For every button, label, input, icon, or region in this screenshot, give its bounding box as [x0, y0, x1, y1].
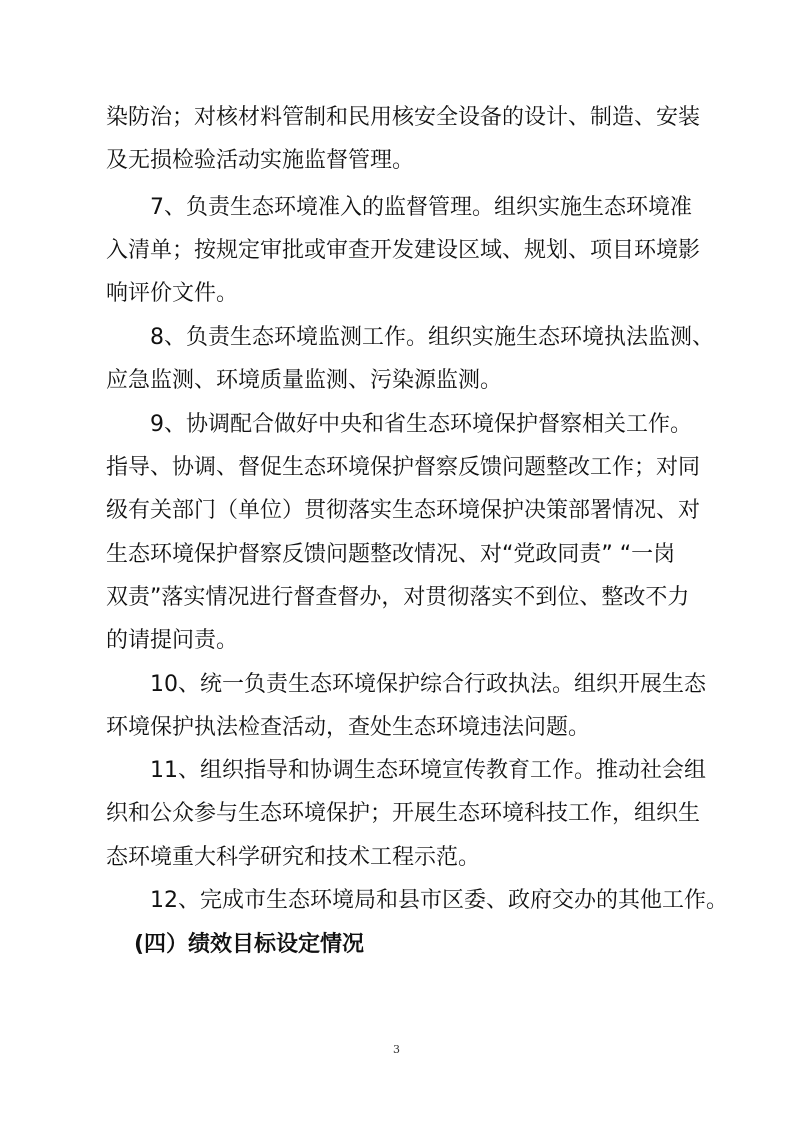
body-text-line: 入清单；按规定审批或审查开发建设区域、规划、项目环境影 — [106, 238, 701, 263]
paragraph-item-7: 7、负责生态环境准入的监督管理。组织实施生态环境准 — [150, 195, 692, 220]
body-text-line: 态环境重大科学研究和技术工程示范。 — [106, 845, 481, 870]
body-text-line: 双责”落实情况进行督查督办，对贯彻落实不到位、整改不力 — [106, 585, 690, 610]
body-text-line: 及无损检验活动实施监督管理。 — [106, 148, 415, 173]
body-text-line: 环境保护执法检查活动，查处生态环境违法问题。 — [106, 715, 591, 740]
paragraph-item-10: 10、统一负责生态环境保护综合行政执法。组织开展生态 — [150, 672, 706, 697]
paragraph-item-8: 8、负责生态环境监测工作。组织实施生态环境执法监测、 — [150, 325, 714, 350]
paragraph-item-12: 12、完成市生态环境局和县市区委、政府交办的其他工作。 — [150, 888, 728, 913]
body-text-line: 生态环境保护督察反馈问题整改情况、对“党政同责” “一岗 — [106, 542, 676, 567]
body-text-line: 指导、协调、督促生态环境保护督察反馈问题整改工作；对同 — [106, 455, 701, 480]
body-text-line: 的请提问责。 — [106, 628, 239, 653]
page-number: 3 — [393, 1043, 400, 1056]
body-text-line: 染防治；对核材料管制和民用核安全设备的设计、制造、安装 — [106, 105, 701, 130]
body-text-line: 级有关部门（单位）贯彻落实生态环境保护决策部署情况、对 — [106, 498, 701, 523]
paragraph-item-9: 9、协调配合做好中央和省生态环境保护督察相关工作。 — [150, 412, 692, 437]
body-text-line: 应急监测、环境质量监测、污染源监测。 — [106, 368, 503, 393]
body-text-line: 响评价文件。 — [106, 281, 239, 306]
paragraph-item-11: 11、组织指导和协调生态环境宣传教育工作。推动社会组 — [150, 758, 706, 783]
section-heading: (四）绩效目标设定情况 — [134, 932, 365, 957]
body-text-line: 织和公众参与生态环境保护；开展生态环境科技工作，组织生 — [106, 801, 701, 826]
